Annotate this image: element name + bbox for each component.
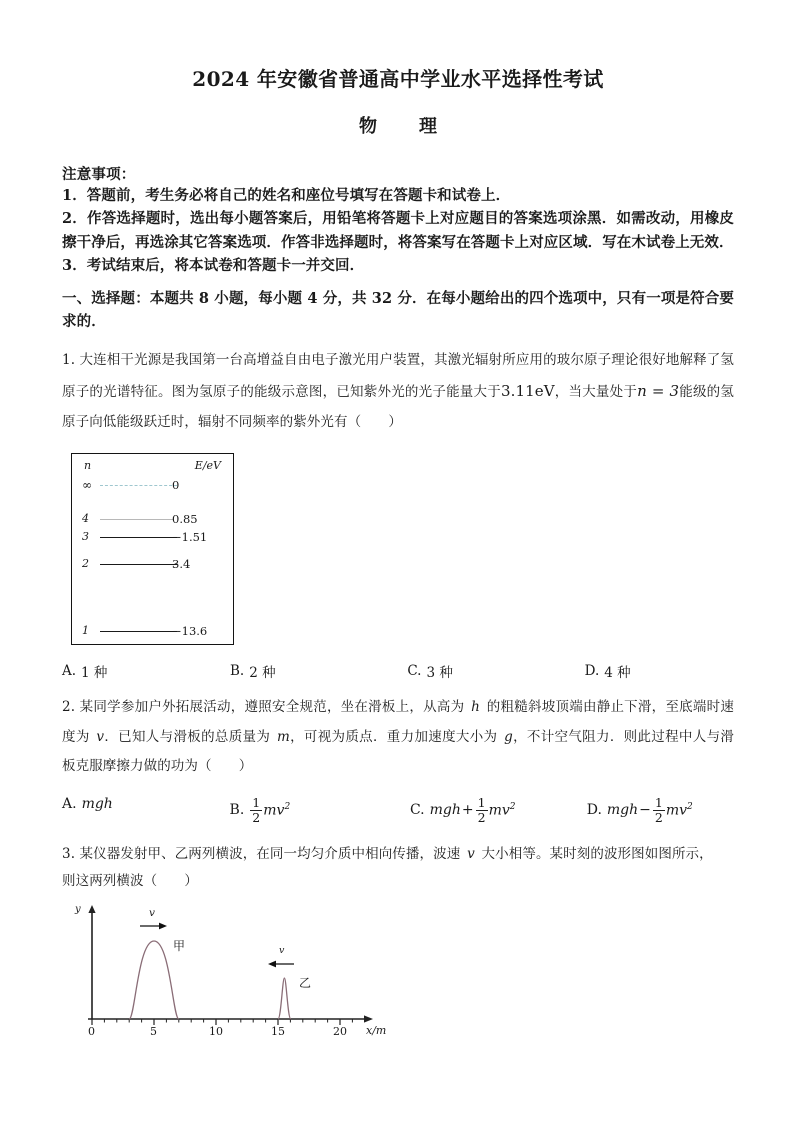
question-3 — [62, 841, 734, 895]
question-3-text-a: 某仪器发射甲、乙两列横波，在同一均匀介质中相向传播，波速 — [79, 845, 461, 862]
question-2-symbol-m: m — [276, 728, 290, 745]
option-2-b-label: B. — [229, 802, 245, 819]
y-axis-arrow-icon — [88, 905, 95, 913]
question-2 — [62, 693, 734, 781]
energy-level-n-inf: ∞ — [82, 478, 92, 493]
energy-level-value-4: 0.85 — [172, 512, 198, 527]
wave-pulse-yi — [278, 978, 291, 1019]
wave-xtick-20: 20 — [333, 1024, 347, 1038]
option-2-a[interactable] — [62, 796, 230, 812]
figure-wave-wrap — [70, 901, 734, 1036]
option-2-d-term2: $mv^2$ — [665, 801, 693, 819]
option-2-d[interactable] — [587, 796, 734, 825]
option-1-a-label: A. — [62, 663, 77, 680]
option-1-b-label: B. — [230, 663, 245, 680]
figure-energy-levels — [71, 453, 234, 645]
energy-level-value-3: −1.51 — [172, 530, 208, 545]
question-3-text-c: 则这两列横波（ ） — [62, 872, 198, 889]
subject-title: 物 理 — [359, 116, 449, 137]
question-3-text-b: 大小相等。某时刻的波形图如图所示， — [481, 845, 713, 862]
option-2-c-term1: mgh — [429, 802, 461, 819]
question-1-math-3-11ev: 3.11eV — [500, 382, 555, 401]
wave-xtick-5: 5 — [150, 1024, 157, 1038]
option-1-c[interactable] — [407, 661, 584, 681]
question-1-math-n3: n = 3 — [637, 382, 680, 401]
option-2-b-fraction: $\frac{1}{2}$ — [252, 794, 261, 825]
energy-level-n-3: 3 — [82, 530, 89, 544]
option-2-d-minus: − — [639, 802, 651, 819]
wave-x-axis-label: x/m — [366, 1023, 387, 1037]
energy-level-value-inf: 0 — [172, 478, 180, 493]
wave-arrow-jia-icon — [140, 922, 167, 929]
question-2-text-e: ，可视为质点．重力加速度大小为 — [289, 728, 498, 745]
option-1-a[interactable] — [62, 661, 230, 681]
energy-level-n-1: 1 — [82, 624, 89, 638]
figure-energy-levels-wrap — [71, 453, 734, 645]
energy-level-n-4: 4 — [82, 512, 89, 526]
wave-xtick-10: 10 — [209, 1024, 223, 1038]
question-2-text-a: 某同学参加户外拓展活动，遵照安全规范，坐在滑板上，从高为 — [79, 699, 465, 716]
question-1-text-a: 大连相干光源是我国第一台高增益自由电子激光用户装置，其激光辐射所应用的玻尔原子理论很好地解释了氢原子的光谱特征。图为氢原子的能级示意图，已知紫外光的光子能量大于 — [62, 351, 734, 401]
question-1-text-c: 能级的氢原子向低能级跃迁时，辐射不同频率的紫外光有（ ） — [62, 384, 734, 431]
wave-chart-svg — [70, 901, 390, 1036]
option-1-d-text: 4 种 — [604, 665, 631, 682]
energy-level-line-2 — [100, 564, 177, 565]
notice-item-2: 2．作答选择题时，选出每小题答案后，用铅笔将答题卡上对应题目的答案选项涂黑．如需改动，用橡皮擦干净后，再选涂其它答案选项．作答非选择题时，将答案写在答题卡上对应区域．写在木试卷上无效． — [62, 210, 734, 251]
wave-arrow-label-jia: v — [149, 906, 155, 919]
option-2-c-term2: $mv^2$ — [488, 801, 516, 819]
question-2-text-d: ．已知人与滑板的总质量为 — [104, 728, 271, 745]
wave-y-axis-label: y — [75, 903, 81, 915]
option-2-c-plus: + — [461, 802, 474, 819]
option-2-c-fraction: $\frac{1}{2}$ — [477, 794, 486, 825]
notice-item-1: 1．答题前，考生务必将自己的姓名和座位号填写在答题卡和试卷上． — [62, 187, 511, 204]
wave-series-label-yi: 乙 — [299, 975, 312, 990]
energy-level-line-1 — [100, 631, 177, 632]
question-1-text-b: ，当大量处于 — [554, 384, 638, 401]
energy-level-line-inf — [100, 485, 177, 486]
option-2-c[interactable] — [410, 796, 587, 825]
option-2-d-fraction: $\frac{1}{2}$ — [654, 794, 663, 825]
question-2-text-f: ，不计空气阻力．则此过程中 — [512, 728, 693, 745]
option-2-b[interactable] — [230, 796, 410, 825]
question-2-symbol-v: v — [96, 728, 105, 745]
question-3-number: 3. — [62, 845, 76, 862]
notice-heading: 注意事项： — [62, 166, 136, 183]
page-content — [62, 0, 734, 1036]
figure-wave — [70, 901, 390, 1036]
energy-level-row-inf — [72, 479, 233, 491]
wave-xtick-15: 15 — [271, 1024, 285, 1038]
option-1-c-text: 3 种 — [426, 665, 453, 682]
section-heading-choice: 一、选择题：本题共 8 小题，每小题 4 分，共 32 分．在每小题给出的四个选项中，只有一项是符合要求的． — [62, 289, 734, 331]
energy-header-e: E/eV — [194, 459, 221, 473]
question-2-symbol-h: h — [471, 699, 480, 716]
question-1-number: 1. — [62, 351, 76, 368]
energy-level-row-2 — [72, 558, 233, 570]
question-2-text-b: 的粗糙斜坡顶端由静止下滑，至底端 — [486, 699, 707, 716]
x-axis-arrow-icon — [364, 1015, 373, 1022]
question-2-text-g: 人与滑板克服摩擦力做的功为（ ） — [62, 728, 734, 775]
wave-xtick-0: 0 — [88, 1024, 95, 1038]
energy-level-row-3 — [72, 531, 233, 543]
energy-level-value-1: −13.6 — [172, 624, 208, 639]
energy-header-n: n — [84, 459, 92, 473]
wave-pulse-jia — [129, 941, 179, 1019]
exam-title: 2024 年安徽省普通高中学业水平选择性考试 — [192, 67, 604, 91]
wave-arrow-label-yi: v — [279, 944, 285, 956]
question-2-options — [62, 796, 734, 825]
energy-level-line-3 — [100, 537, 177, 538]
option-1-d[interactable] — [585, 661, 734, 681]
question-1-options — [62, 661, 734, 681]
option-2-a-label: A. — [62, 795, 77, 812]
question-2-symbol-g: g — [504, 728, 513, 745]
energy-level-n-2: 2 — [82, 557, 89, 571]
question-1 — [62, 346, 734, 438]
option-1-b[interactable] — [230, 661, 407, 681]
option-1-d-label: D. — [584, 663, 600, 680]
energy-level-value-2: 3.4 — [172, 557, 191, 572]
energy-level-row-1 — [72, 625, 233, 637]
wave-series-label-jia: 甲 — [173, 938, 186, 953]
notice-item-3: 3．考试结束后，将本试卷和答题卡一并交回． — [62, 257, 365, 275]
option-2-b-term: $mv^2$ — [263, 801, 291, 819]
option-2-d-label: D. — [586, 802, 602, 819]
option-1-c-label: C. — [407, 663, 422, 680]
energy-level-row-4 — [72, 513, 233, 525]
option-2-d-term1: mgh — [606, 802, 639, 819]
option-1-b-text: 2 种 — [249, 665, 276, 682]
question-2-number: 2. — [62, 699, 76, 716]
question-2-text-c: 时速度为 — [62, 699, 734, 745]
wave-arrow-yi-icon — [268, 960, 294, 967]
option-1-a-text: 1 种 — [81, 665, 108, 682]
option-2-a-formula: mgh — [81, 795, 113, 812]
question-3-symbol-v: v — [467, 845, 475, 862]
energy-level-line-4 — [100, 519, 173, 520]
option-2-c-label: C. — [409, 802, 425, 819]
